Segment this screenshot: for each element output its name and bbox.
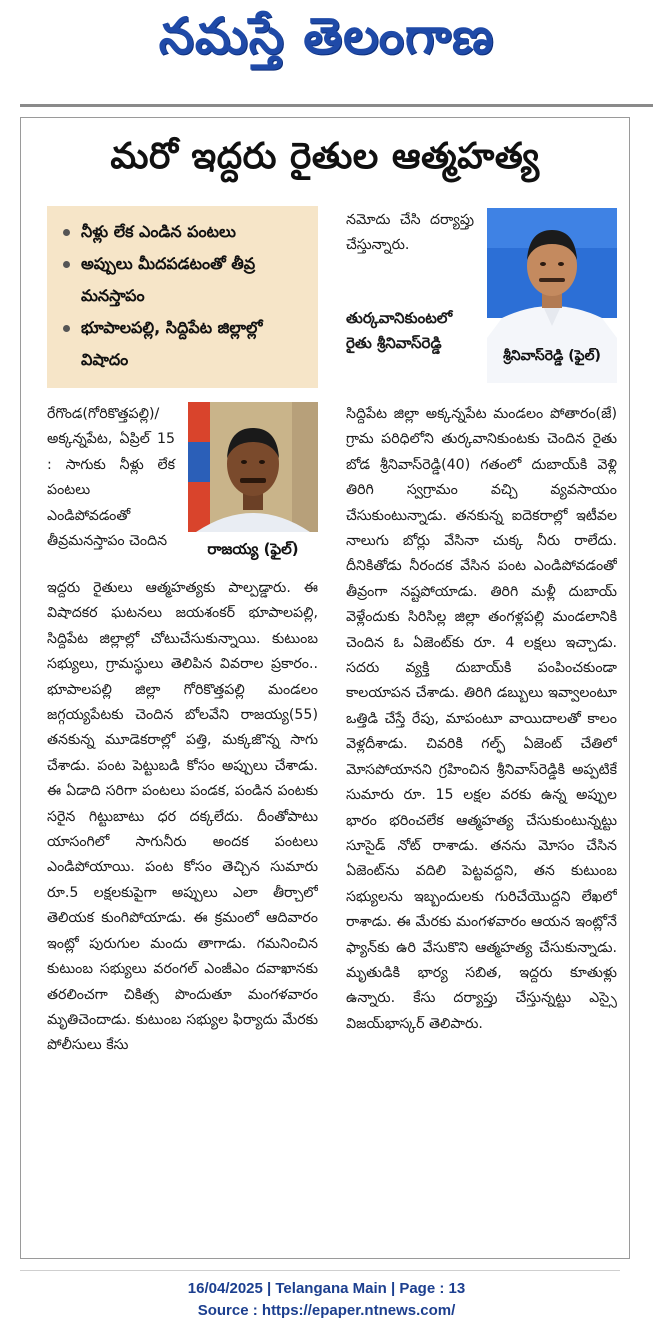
highlight-item: నీళ్లు లేక ఎండిన పంటలు xyxy=(63,216,308,248)
bullet-icon xyxy=(63,325,70,332)
masthead-divider xyxy=(20,104,653,107)
masthead xyxy=(0,0,653,100)
farmer-photo-srinivas xyxy=(487,208,617,383)
highlights-box xyxy=(47,206,318,388)
bullet-icon xyxy=(63,229,70,236)
article-headline: మరో ఇద్దరు రైతుల ఆత్మహత్య xyxy=(110,136,540,177)
right-column-top: నమోదు చేసి దర్యాప్తు చేస్తున్నారు. xyxy=(346,212,474,254)
article-clipping xyxy=(20,117,630,1259)
bullet-icon xyxy=(63,261,70,268)
footer-source: Source : https://epaper.ntnews.com/ xyxy=(197,1302,456,1319)
highlight-item: భూపాలపల్లి, సిద్దిపేట జిల్లాల్లో విషాదం xyxy=(63,312,308,376)
footer-divider xyxy=(20,1270,620,1271)
photo-caption: రాజయ్య (ఫైల్) xyxy=(207,540,299,558)
newspaper-logo: నమస్తే తెలంగాణ xyxy=(158,7,495,65)
highlight-item: అప్పులు మీదపడటంతో తీవ్ర మనస్తాపం xyxy=(63,248,308,312)
photo-caption: శ్రీనివాస్‌రెడ్డి (ఫైల్) xyxy=(503,348,601,364)
left-column-body: ఇద్దరు రైతులు ఆత్మహత్యకు పాల్పడ్డారు. ఈ విషాదకర ఘటనలు జయశంకర్ భూపాలపల్లి, సిద్దిపేట జిల్లాల్లో చోటుచేసుకున్నాయి. కుటుంబ సభ్యులు, గ్రామస్థులు తెలిపిన వివరాల ప్రకారం.. భూపాలపల్లి జిల్లా గోరికొత్తపల్లి మండలం జగ్గయ్యపేటకు చెందిన బోలవేని రాజయ్య(55) తనకున్న మూడెకరాల్లో పత్తి, మక్కజొన్న సాగు చేశాడు. పంట పెట్టుబడి కోసం అప్పులు చేశాడు. ఈ ఏడాది సరిగా పంటలు పండక, పండిన పంటకు సరైన గిట్టుబాటు ధర దక్కలేదు. దీంతోపాటు యాసంగిలో సాగునీరు అందక పంటలు ఎండిపోయాయి. పంట కోసం తెచ్చిన సుమారు రూ.5 లక్షలకుపైగా అప్పులు ఎలా తీర్చాలో తెలియక కుంగిపోయాడు. ఈ క్రమంలో ఆదివారం ఇంట్లో పురుగుల మందు తాగాడు. గమనించిన కుటుంబ సభ్యులు వరంగల్ ఎంజీఎం దవాఖానకు తరలించగా చికిత్స పొందుతూ మంగళవారం మృతిచెందాడు. కుటుంబ సభ్యుల ఫిర్యాదు మేరకు పోలీసులు కేసు xyxy=(47,580,318,1054)
left-column-intro: రేగొండ(గోరికొత్తపల్లి)/అక్కన్నపేట, ఏప్రిల్ 15 : సాగుకు నీళ్లు లేక పంటలు ఎండిపోవడంతో తీవ్రమనస్తాపం చెందిన xyxy=(47,406,175,550)
footer-edition-info: 16/04/2025 | Telangana Main | Page : 13 xyxy=(187,1280,466,1297)
farmer-photo-rajaiah xyxy=(188,402,318,574)
right-column-body: సిద్దిపేట జిల్లా అక్కన్నపేట మండలం పోతారం(జే) గ్రామ పరిధిలోని తుర్కవానికుంటకు చెందిన రైతు బోడ శ్రీనివాస్‌రెడ్డి(40) గతంలో దుబాయ్‌కి వెళ్లి తిరిగి స్వగ్రామం వచ్చి వ్యవసాయం చేసుకుంటున్నాడు. తనకున్న ఐదెకరాల్లో ఇటీవల నాలుగు బోర్లు వేసినా చుక్క నీరు రాలేదు. దీనికితోడు నీరందక వేసిన పంట ఎండిపోవడంతో తీవ్రంగా నష్టపోయాడు. తిరిగి మళ్లీ దుబాయ్ వెళ్లేందుకు సిరిసిల్ల జిల్లా తంగళ్లపల్లి మండలానికి చెందిన ఓ ఏజెంట్‌కు రూ. 4 లక్షలు ఇచ్చాడు. సదరు వ్యక్తి దుబాయ్‌కి పంపించకుండా కాలయాపన చేశాడు. తిరిగి డబ్బులు ఇవ్వాలంటూ ఒత్తిడి చేస్తే రేపు, మాపంటూ వాయిదాలతో కాలం వెళ్లదీశాడు. చివరికి గల్ఫ్ ఏజెంట్ చేతిలో మోసపోయానని గ్రహించిన శ్రీనివాస్‌రెడ్డికి అప్పటికే సుమారు రూ. 15 లక్షల వరకు ఉన్న అప్పుల భారం భరించలేక ఆత్మహత్య చేసుకుంటున్నట్టు సూసైడ్ నోట్ రాశాడు. తనను మోసం చేసిన ఏజెంట్‌ను వదిలి పెట్టవద్దని, తన కుటుంబ సభ్యులను ఇబ్బందులకు గురిచేయొద్దని లేఖలో రాశాడు. ఈ మేరకు మంగళవారం ఆయన ఇంట్లోనే ఫ్యాన్‌కు ఉరి వేసుకొని ఆత్మహత్య చేసుకున్నాడు. మృతుడికి భార్య సబిత, ఇద్దరు కూతుళ్లు ఉన్నారు. కేసు దర్యాప్తు చేస్తున్నట్టు ఎస్సై విజయ్‌భాస్కర్ తెలిపారు. xyxy=(346,406,617,1032)
sub-headline: తుర్కవానికుంటలో రైతు శ్రీనివాస్‌రెడ్డి xyxy=(346,309,453,352)
